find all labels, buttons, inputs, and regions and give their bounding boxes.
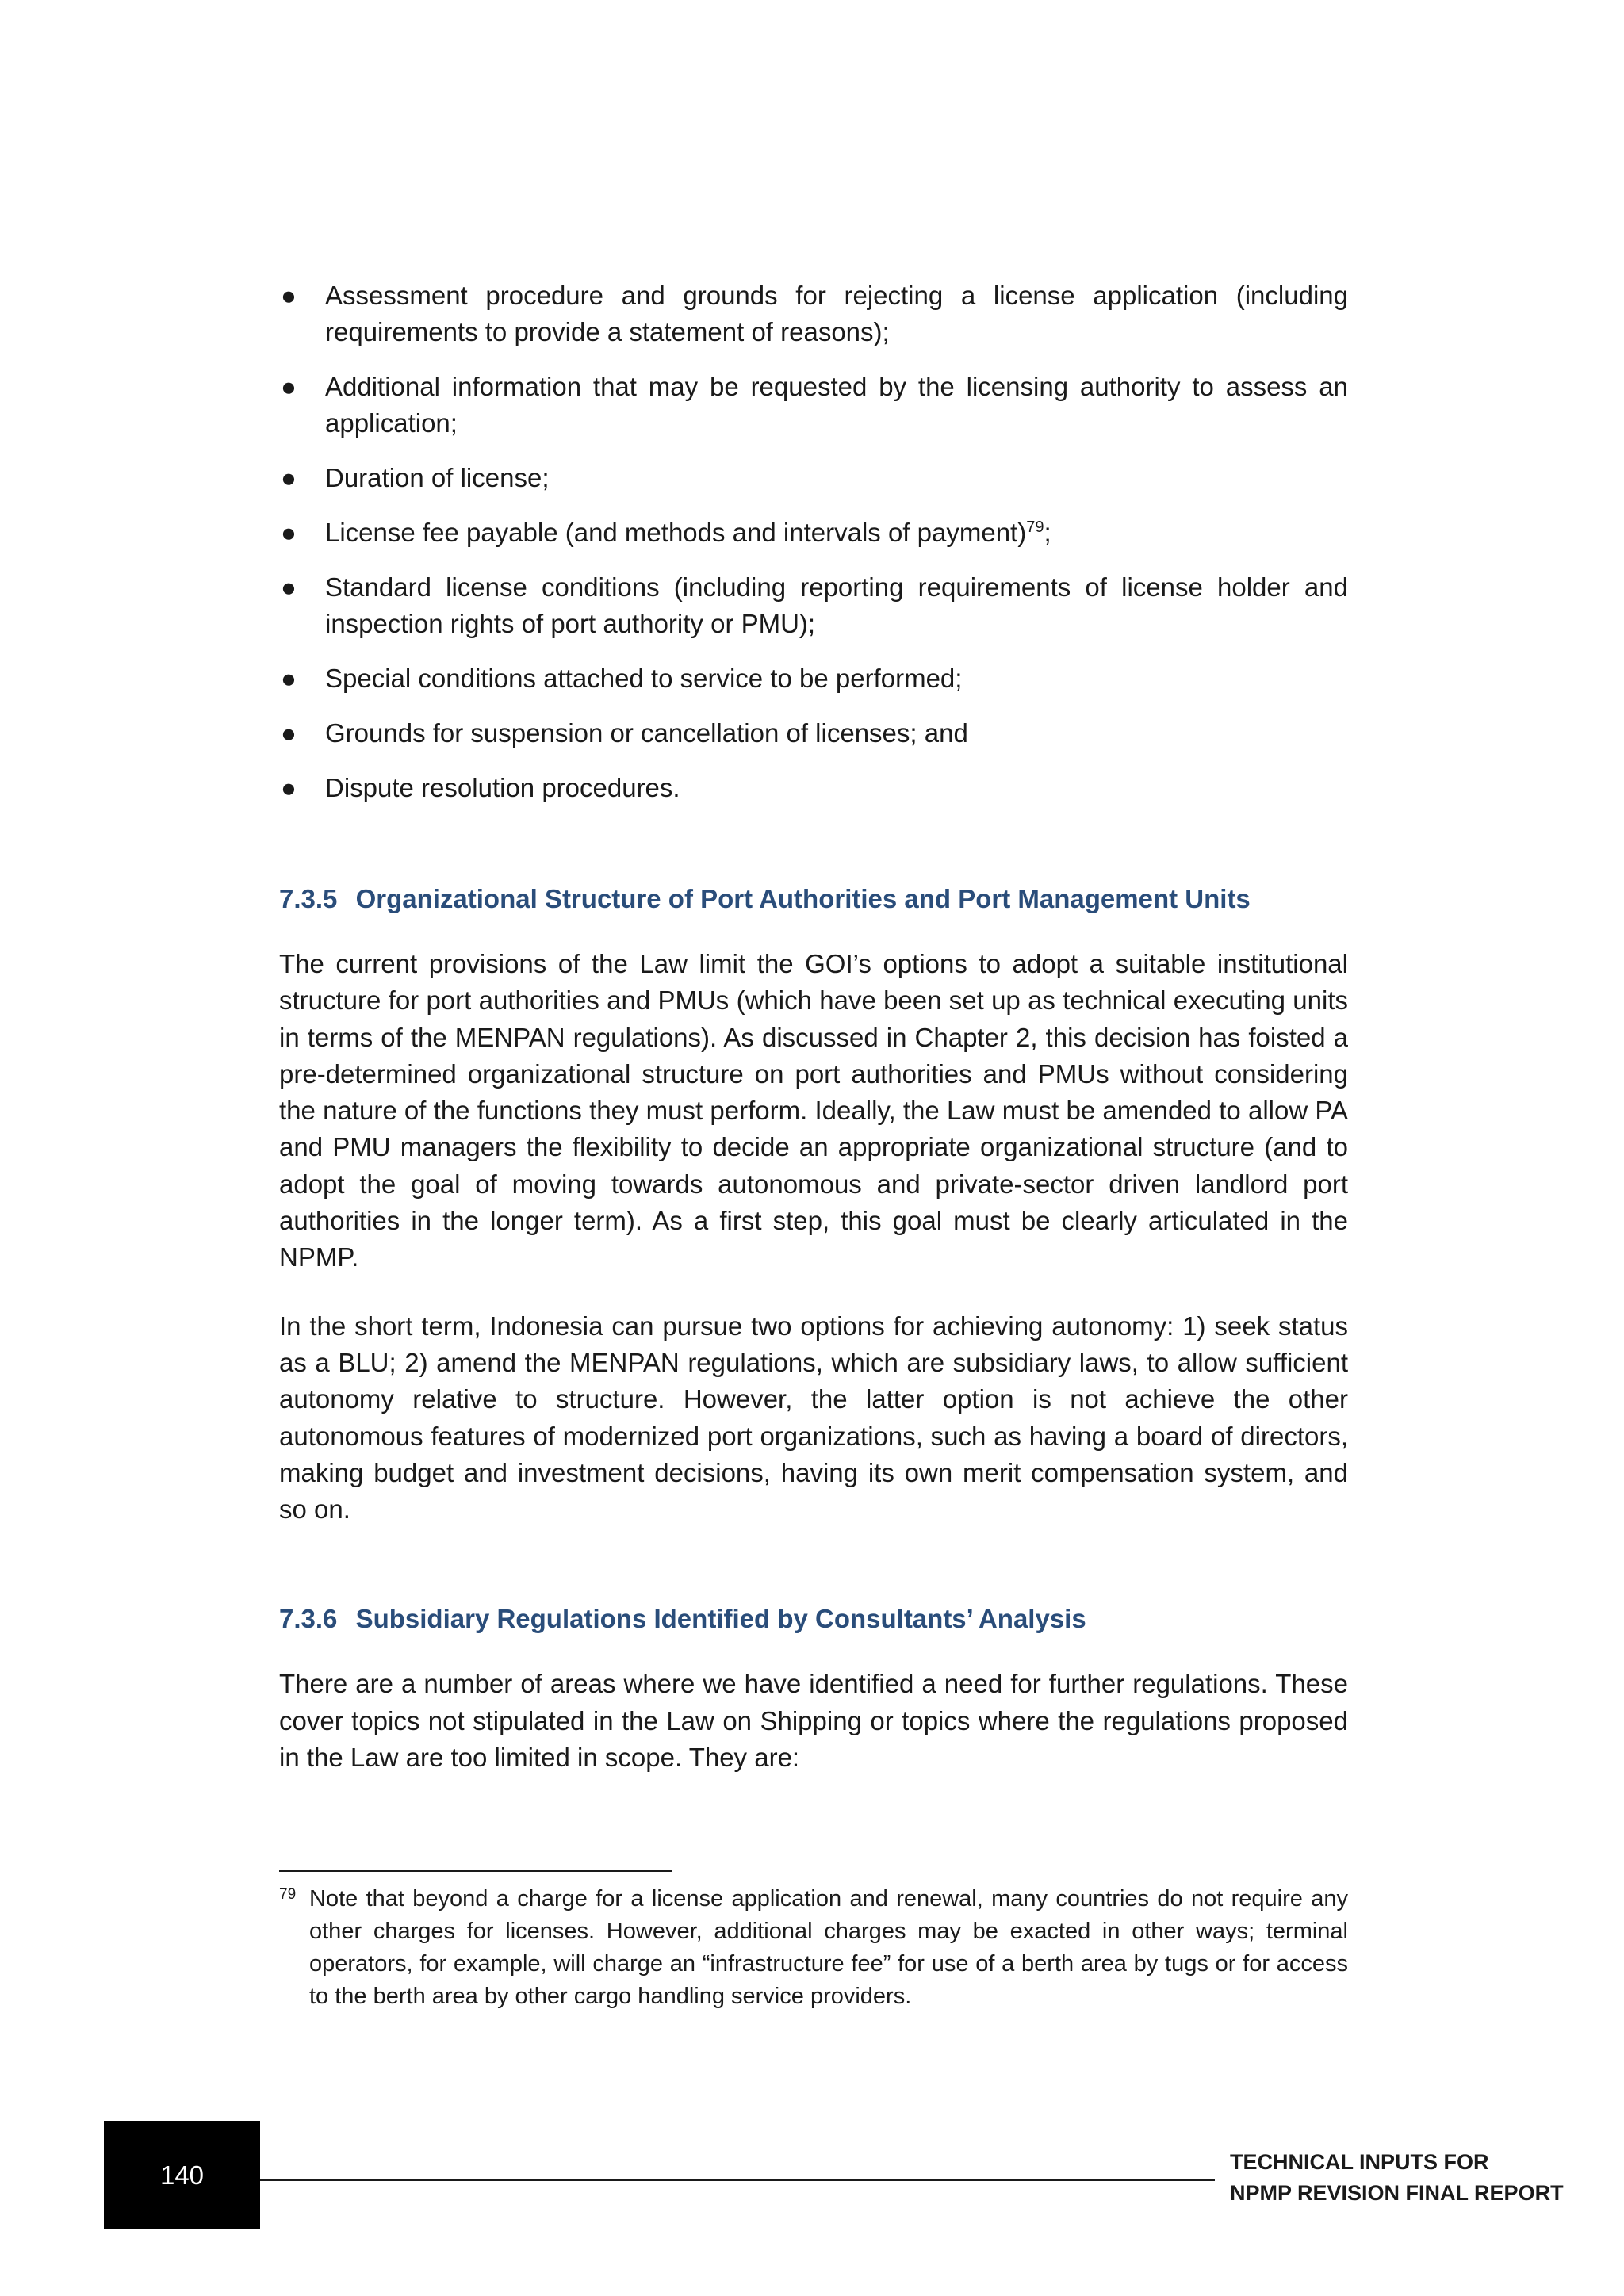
- list-item: ● Dispute resolution procedures.: [279, 770, 1348, 806]
- bullet-icon: ●: [281, 463, 297, 492]
- bullet-icon: ●: [281, 281, 297, 310]
- paragraph: In the short term, Indonesia can pursue two options for achieving autonomy: 1) seek status as a BLU; 2) amend the MENPAN regulations, which are subsidiary laws, to allow sufficient autonomy relative to structure. However, the latter option is not achieve the other autonomous features of modernized port organizations, such as having a board of directors, making budget and investment decisions, having its own merit compensation system, and so on.: [279, 1311, 1348, 1525]
- footer-report-title: TECHNICAL INPUTS FOR NPMP REVISION FINAL REPORT: [1230, 2150, 1564, 2205]
- bullet-icon: ●: [281, 518, 297, 547]
- page-number: 140: [104, 2121, 260, 2229]
- bullet-icon: ●: [281, 773, 297, 802]
- footnote-text: Note that beyond a charge for a license application and renewal, many countries do not require any other charges for licenses. However, additional charges may be exacted in other ways; terminal operators, for example, will charge an “infrastructure fee” for use of a berth area by tugs or for access to the berth area by other cargo handling service providers.: [309, 1886, 1348, 2009]
- section-heading-7-3-6: 7.3.6 Subsidiary Regulations Identified by Consultants’ Analysis: [279, 1604, 1086, 1634]
- bullet-icon: ●: [281, 664, 297, 693]
- section-heading-7-3-5: 7.3.5 Organizational Structure of Port Authorities and Port Management Units: [279, 884, 1251, 913]
- list-item: ● Additional information that may be requested by the licensing authority to assess an application;: [279, 369, 1348, 442]
- footnote-divider: [279, 1870, 672, 1872]
- list-item: ● Standard license conditions (including reporting requirements of license holder and inspection rights of port authority or PMU);: [279, 569, 1348, 642]
- footnote-reference[interactable]: 79: [1026, 519, 1044, 536]
- license-requirements-list: [279, 277, 1348, 806]
- list-item: ● Grounds for suspension or cancellation of licenses; and: [279, 715, 1348, 752]
- bullet-icon: ●: [281, 718, 297, 748]
- page-content: [279, 277, 1348, 1776]
- list-item: ● Special conditions attached to service to be performed;: [279, 660, 1348, 697]
- bullet-icon: ●: [281, 572, 297, 602]
- paragraph: The current provisions of the Law limit the GOI’s options to adopt a suitable institutional structure for port authorities and PMUs (which have been set up as technical executing units in terms of the MENPAN regulations). As discussed in Chapter 2, this decision has foisted a pre-determined organizational structure on port authorities and PMUs without considering the nature of the functions they must perform. Ideally, the Law must be amended to allow PA and PMU managers the flexibility to decide an appropriate organizational structure (and to adopt the goal of moving towards autonomous and private-sector driven landlord port authorities in the longer term). As a first step, this goal must be clearly articulated in the NPMP.: [279, 949, 1348, 1272]
- list-item: ● Assessment procedure and grounds for rejecting a license application (including requirements to provide a statement of reasons);: [279, 277, 1348, 350]
- list-item: ● Duration of license;: [279, 460, 1348, 496]
- footnote: [279, 1883, 1348, 2013]
- footer-divider: [260, 2179, 1215, 2181]
- bullet-icon: ●: [281, 372, 297, 401]
- list-item: ● License fee payable (and methods and intervals of payment)$^{79}$;: [279, 515, 1348, 551]
- paragraph: There are a number of areas where we have identified a need for further regulations. These cover topics not stipulated in the Law on Shipping or topics where the regulations proposed in the Law are too limited in scope. They are:: [279, 1669, 1348, 1773]
- footnote-mark: 79: [279, 1886, 297, 1903]
